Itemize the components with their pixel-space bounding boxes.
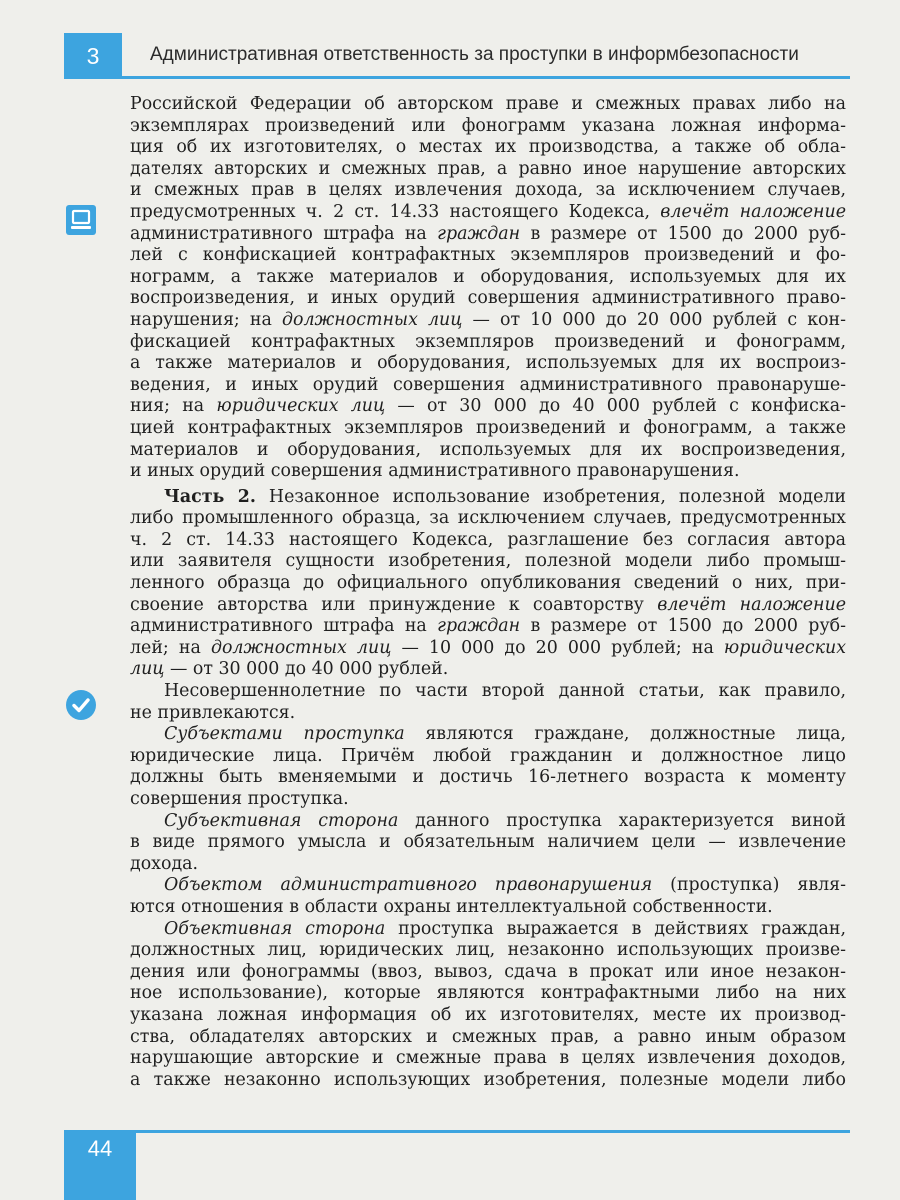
text-line: лей; на должностных лиц — 10 000 до 20 000 рублей; на юридических: [130, 637, 847, 658]
text-line: или заявителя сущности изобретения, полезной модели либо промыш-: [130, 551, 846, 572]
body-text: [130, 94, 846, 1091]
text-line: лиц — от 30 000 до 40 000 рублей.: [130, 659, 449, 680]
page-number: 44: [87, 1136, 113, 1161]
text-line: материалов и оборудования, используемых для их воспроизведения,: [130, 439, 846, 460]
paragraph-6: [130, 875, 846, 918]
paragraph-4: [130, 724, 846, 810]
text-line: дателях авторских и смежных прав, а равно иное нарушение авторских: [130, 158, 846, 179]
text-line: воспроизведения, и иных орудий совершения административного право-: [130, 288, 846, 309]
text-line: дения или фонограммы (ввоз, вывоз, сдача в прокат или иное незакон-: [130, 961, 846, 982]
text-line: предусмотренных ч. 2 ст. 14.33 настоящего Кодекса, влечёт наложение: [130, 201, 846, 222]
computer-icon: [66, 205, 96, 235]
paragraph-2: [130, 487, 846, 681]
text-line: нарушения; на должностных лиц — от 10 000 до 20 000 рублей с кон-: [130, 309, 846, 330]
chapter-number: 3: [86, 42, 100, 69]
running-header-title: Административная ответственность за проступки в информбезопасности: [150, 44, 799, 65]
paragraph-3: [130, 681, 846, 724]
text-line: а также незаконно использующих изобретения, полезные модели либо: [130, 1069, 846, 1090]
text-line: ное использование), которые являются контрафактными либо на них: [130, 983, 846, 1004]
text-line: Часть 2. Незаконное использование изобретения, полезной модели: [164, 486, 846, 507]
text-line: ства, обладателях авторских и смежных прав, а равно иным образом: [130, 1026, 846, 1047]
chapter-number-badge: [64, 33, 122, 79]
text-line: нограмм, а также материалов и оборудования, используемых для их: [130, 266, 846, 287]
text-line: ленного образца до официального опубликования сведений о них, при-: [130, 573, 846, 594]
text-line: дохода.: [130, 853, 199, 874]
text-line: ведения, и иных орудий совершения административного правонаруше-: [130, 374, 846, 395]
text-line: и иных орудий совершения административного правонарушения.: [130, 461, 740, 482]
paragraph-5: [130, 811, 846, 876]
text-line: совершения проступка.: [130, 789, 349, 809]
check-icon: [66, 690, 96, 720]
text-line: административного штрафа на граждан в размере от 1500 до 2000 руб-: [130, 616, 847, 637]
paragraph-7: [130, 919, 846, 1092]
text-line: указана ложная информация об их изготовителях, месте их производ-: [130, 1004, 846, 1025]
text-line: ция об их изготовителях, о местах их производства, а также об облa-: [130, 137, 846, 158]
text-line: либо промышленного образца, за исключением случаев, предусмотренных: [130, 508, 846, 529]
text-line: лей с конфискацией контрафактных экземпляров произведений и фо-: [130, 245, 846, 266]
text-line: Субъектами проступка являются граждане, должностные лица,: [164, 724, 846, 745]
text-line: фискацией контрафактных экземпляров произведений и фонограмм,: [130, 331, 846, 352]
page-number-badge: [64, 1130, 136, 1200]
text-line: ются отношения в области охраны интеллектуальной собственности.: [130, 896, 773, 917]
text-line: должностных лиц, юридических лиц, незаконно использующих произве-: [130, 940, 846, 961]
text-line: ния; на юридических лиц — от 30 000 до 40 000 рублей с конфиска-: [130, 396, 847, 417]
paragraph-1: [130, 94, 846, 483]
text-line: нарушающие авторские и смежные права в целях извлечения доходов,: [130, 1048, 846, 1069]
text-line: а также материалов и оборудования, используемых для их воспроиз-: [130, 353, 846, 374]
text-line: Субъективная сторона данного проступка характеризуется виной: [164, 810, 846, 831]
text-line: своение авторства или принуждение к соавторству влечёт наложение: [130, 594, 846, 615]
text-line: юридические лица. Причём любой гражданин и должностное лицо: [130, 745, 846, 766]
text-line: цией контрафактных экземпляров произведений и фонограмм, а также: [130, 417, 846, 438]
text-line: Объектом административного правонарушения (проступка) явля-: [164, 875, 847, 896]
text-line: не привлекаются.: [130, 702, 296, 723]
text-line: Несовершеннолетние по части второй данной статьи, как правило,: [164, 681, 846, 702]
text-line: экземплярах произведений или фонограмм указана ложная информа-: [130, 115, 846, 136]
text-line: Российской Федерации об авторском праве и смежных правах либо на: [130, 94, 846, 114]
header-rule: [122, 76, 850, 79]
text-line: Объективная сторона проступка выражается в действиях граждан,: [164, 918, 846, 939]
text-line: должны быть вменяемыми и достичь 16-летнего возраста к моменту: [130, 767, 846, 788]
text-line: в виде прямого умысла и обязательным наличием цели — извлечение: [130, 832, 846, 853]
footer-rule: [136, 1130, 850, 1133]
text-line: административного штрафа на граждан в размере от 1500 до 2000 руб-: [130, 223, 847, 244]
text-line: ч. 2 ст. 14.33 настоящего Кодекса, разглашение без согласия автора: [130, 529, 846, 550]
text-line: и смежных прав в целях извлечения дохода, за исключением случаев,: [130, 180, 846, 201]
